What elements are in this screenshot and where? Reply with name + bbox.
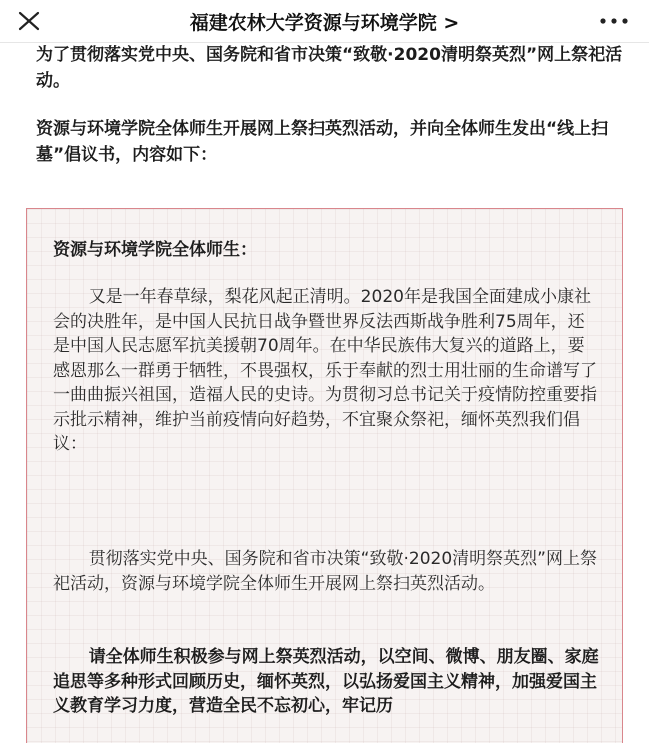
more-icon[interactable]: [597, 10, 631, 32]
letter-salutation: 资源与环境学院全体师生：: [53, 240, 257, 260]
intro-paragraph: 为了贯彻落实党中央、国务院和省市决策“致敬·2020清明祭英烈”网上祭祀活动。: [36, 45, 623, 91]
intro-paragraph: 资源与环境学院全体师生开展网上祭扫英烈活动，并向全体师生发出“线上扫墓”倡议书，内容如下：: [36, 119, 609, 165]
close-icon[interactable]: [16, 8, 42, 34]
account-title-link[interactable]: 福建农林大学资源与环境学院 >: [189, 12, 460, 34]
article-body: [0, 42, 649, 743]
letter-paragraph: 请全体师生积极参与网上祭英烈活动，以空间、微博、朋友圈、家庭追思等多种形式回顾历史，缅怀英烈，以弘扬爱国主义精神，加强爱国主义教育学习力度，营造全民不忘初心，牢记历: [53, 647, 599, 716]
top-navigation-bar: [0, 0, 649, 43]
letter-paragraph: 贯彻落实党中央、国务院和省市决策“致敬·2020清明祭英烈”网上祭祀活动，资源与环境学院全体师生开展网上祭扫英烈活动。: [53, 549, 597, 594]
proposal-letter-box: [26, 208, 623, 743]
letter-paragraph: 又是一年春草绿，梨花风起正清明。2020年是我国全面建成小康社会的决胜年，是中国人民抗日战争暨世界反法西斯战争胜利75周年，还是中国人民志愿军抗美援朝70周年。在中华民族伟大复兴的道路上，要感恩那么一群勇于牺牲，不畏强权，乐于奉献的烈士用壮丽的生命谱写了一曲曲振兴祖国，造福人民的史诗。为贯彻习总书记关于疫情防控重要指示批示精神，维护当前疫情向好趋势，不宜聚众祭祀，缅怀英烈我们倡议：: [53, 287, 597, 454]
